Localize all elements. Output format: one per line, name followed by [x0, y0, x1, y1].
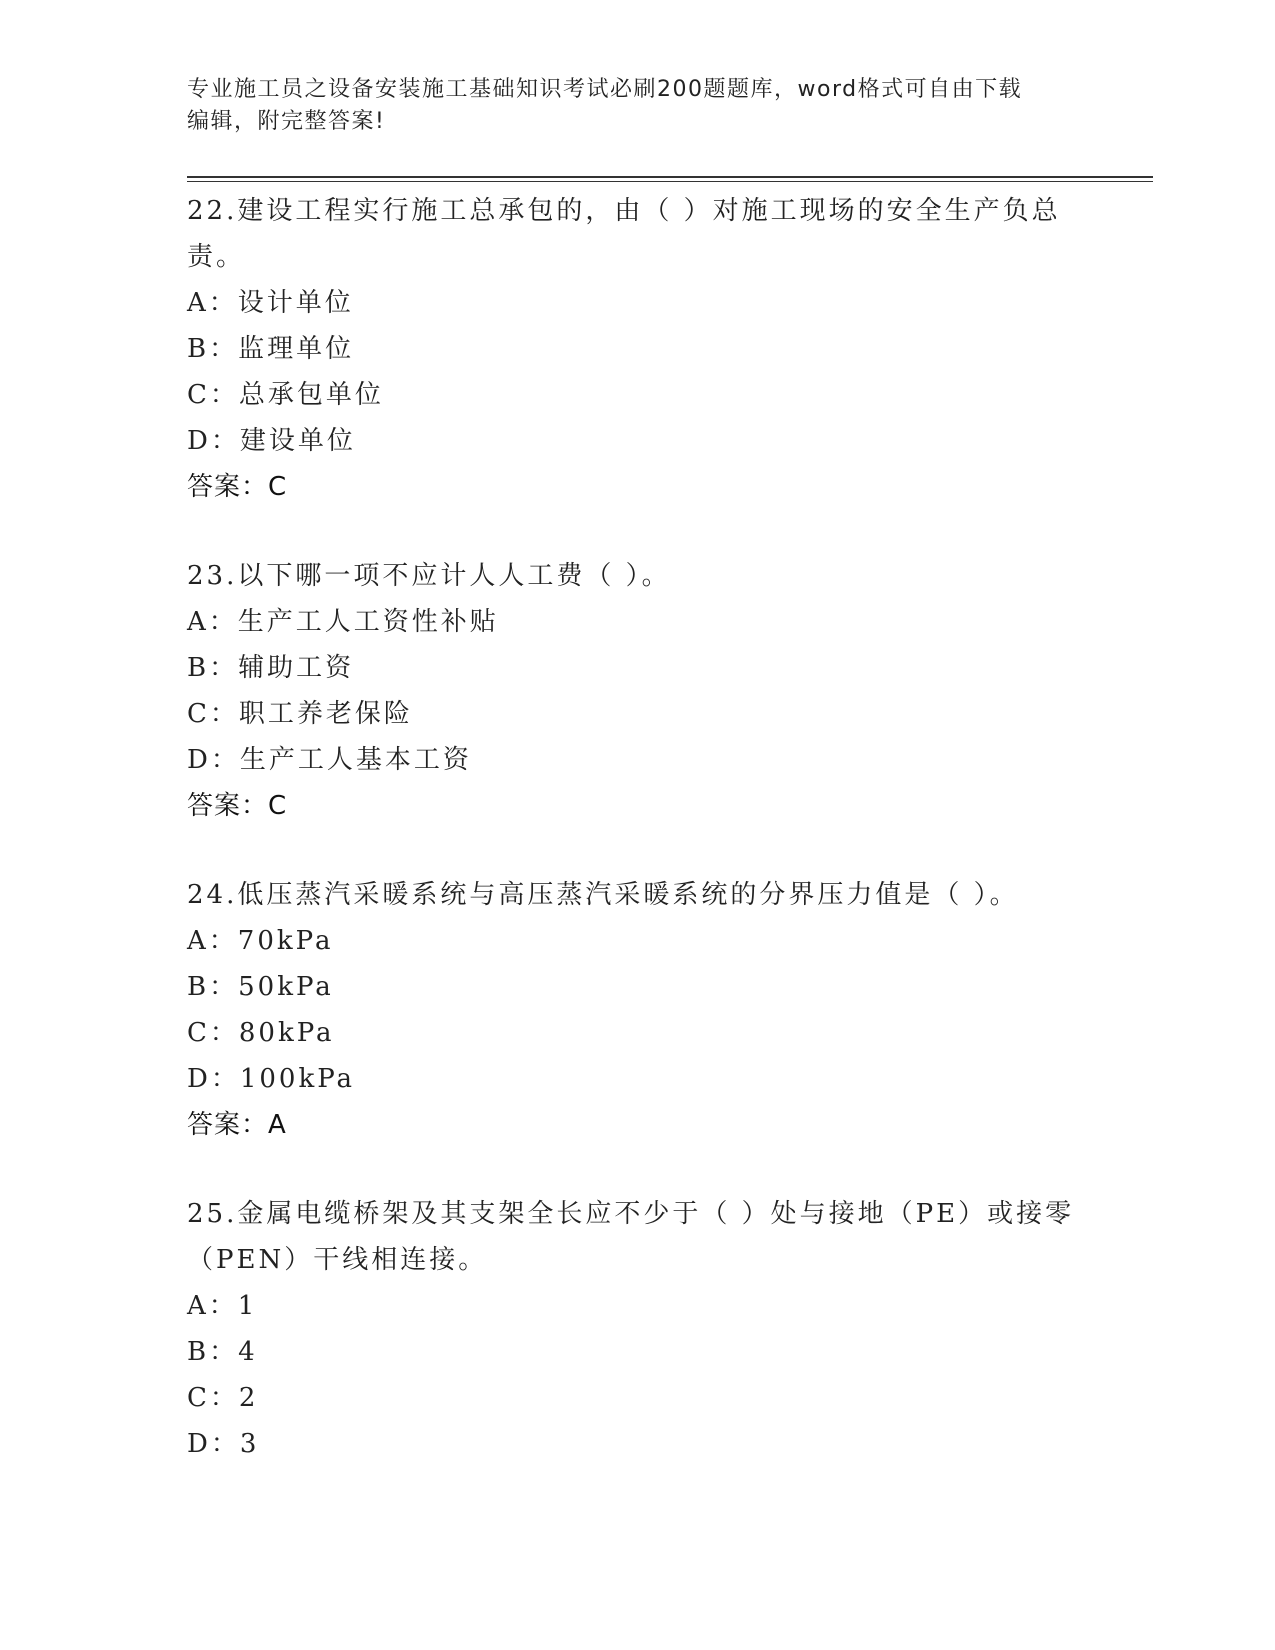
answer-line: 答案：C: [187, 791, 288, 821]
header-line-1: 专业施工员之设备安装施工基础知识考试必刷200题题库，word格式可自由下载: [187, 77, 1023, 102]
option-c: C：80kPa: [187, 1018, 335, 1048]
option-c: C：总承包单位: [187, 380, 384, 410]
option-b: B：4: [187, 1337, 258, 1367]
header-divider-thin: [187, 181, 1153, 182]
option-b: B：辅助工资: [187, 653, 355, 683]
question-stem-line: 25.金属电缆桥架及其支架全长应不少于（ ）处与接地（PE）或接零: [187, 1199, 1075, 1229]
question-22: [187, 188, 1087, 510]
option-a: A：设计单位: [187, 288, 354, 318]
question-stem-line: 23.以下哪一项不应计人人工费（ ）。: [187, 561, 671, 591]
question-24: [187, 872, 1087, 1148]
document-header: [187, 74, 1087, 138]
option-a: A：1: [187, 1291, 258, 1321]
option-b: B：监理单位: [187, 334, 355, 364]
option-a: A：生产工人工资性补贴: [187, 607, 499, 637]
option-d: D：3: [187, 1429, 260, 1459]
question-25: [187, 1191, 1087, 1467]
question-stem-line: （PEN）干线相连接。: [187, 1245, 488, 1275]
question-stem-line: 责。: [187, 242, 246, 272]
option-d: D：生产工人基本工资: [187, 745, 472, 775]
option-a: A：70kPa: [187, 926, 334, 956]
option-c: C：2: [187, 1383, 259, 1413]
header-divider-thick: [187, 176, 1153, 178]
question-stem-line: 22.建设工程实行施工总承包的，由（ ）对施工现场的安全生产负总: [187, 196, 1061, 226]
answer-line: 答案：C: [187, 472, 288, 502]
question-stem-line: 24.低压蒸汽采暖系统与高压蒸汽采暖系统的分界压力值是（ ）。: [187, 880, 1019, 910]
question-list: [187, 188, 1087, 1510]
option-d: D：100kPa: [187, 1064, 356, 1094]
answer-line: 答案：A: [187, 1110, 287, 1140]
option-d: D：建设单位: [187, 426, 356, 456]
header-line-2: 编辑，附完整答案!: [187, 109, 386, 134]
question-23: [187, 553, 1087, 829]
option-c: C：职工养老保险: [187, 699, 413, 729]
option-b: B：50kPa: [187, 972, 334, 1002]
